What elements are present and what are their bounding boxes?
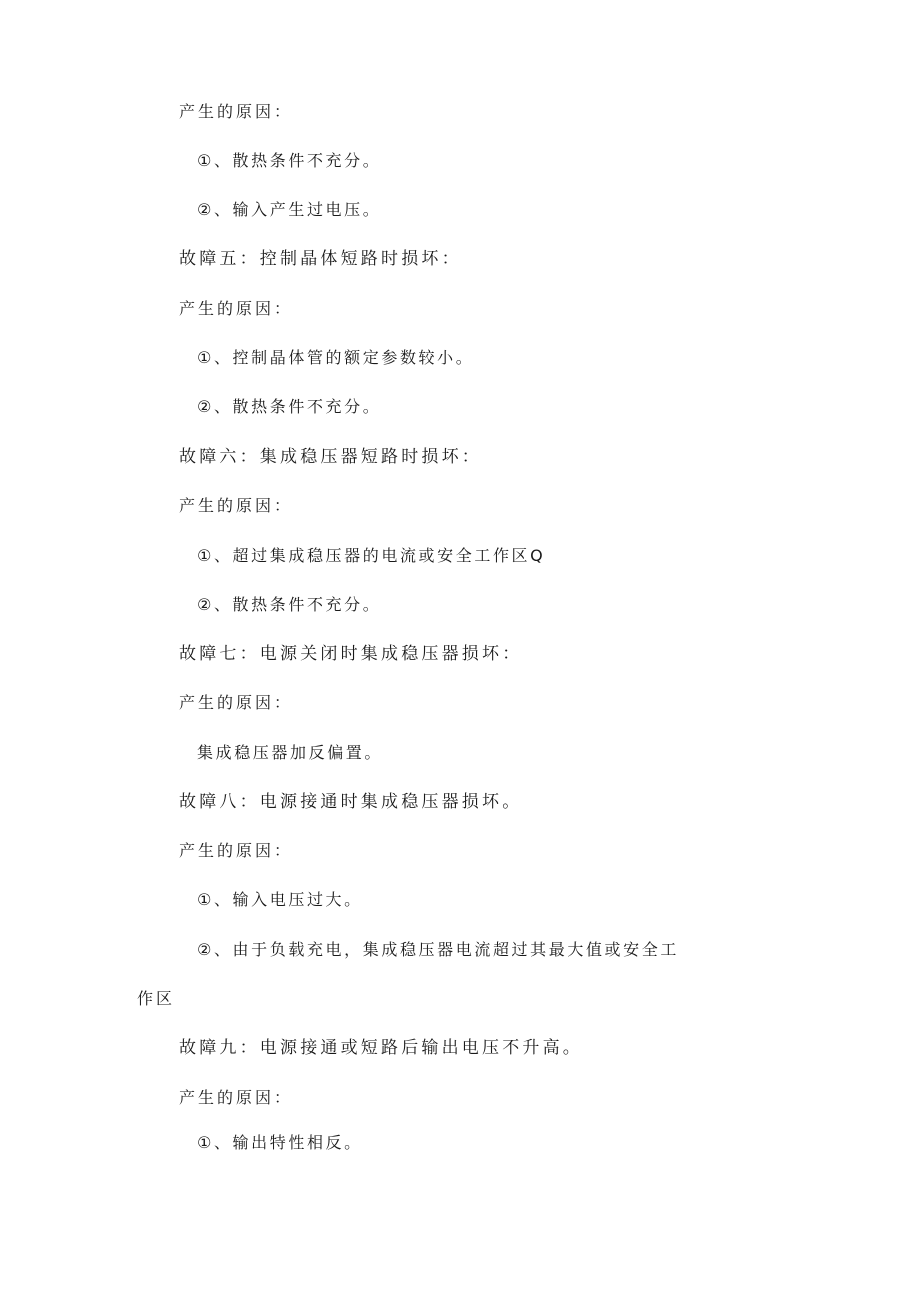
fault-9-heading: 故障九：电源接通或短路后输出电压不升高。 [179,1038,583,1058]
cause-item: ①、超过集成稳压器的电流或安全工作区Q [197,546,546,565]
cause-item: ②、由于负载充电，集成稳压器电流超过其最大值或安全工 [197,940,679,959]
cause-heading: 产生的原因： [179,841,294,860]
cause-heading: 产生的原因： [179,299,294,318]
cause-item: 集成稳压器加反偏置。 [197,743,384,762]
cause-heading: 产生的原因： [179,102,294,121]
cause-item-continuation: 作区 [137,989,176,1008]
cause-item: ②、输入产生过电压。 [197,200,382,219]
cause-heading: 产生的原因： [179,496,294,515]
fault-8-heading: 故障八：电源接通时集成稳压器损坏。 [179,792,523,812]
cause-item: ②、散热条件不充分。 [197,397,382,416]
cause-item: ①、散热条件不充分。 [197,151,382,170]
fault-7-heading: 故障七：电源关闭时集成稳压器损坏： [179,644,523,664]
cause-item: ①、输出特性相反。 [197,1133,363,1152]
cause-item: ②、散热条件不充分。 [197,595,382,614]
cause-item: ①、输入电压过大。 [197,890,363,909]
cause-heading: 产生的原因： [179,693,294,712]
fault-5-heading: 故障五：控制晶体短路时损坏： [179,249,462,269]
cause-heading: 产生的原因： [179,1088,294,1107]
fault-6-heading: 故障六：集成稳压器短路时损坏： [179,447,482,467]
cause-item: ①、控制晶体管的额定参数较小。 [197,348,475,367]
